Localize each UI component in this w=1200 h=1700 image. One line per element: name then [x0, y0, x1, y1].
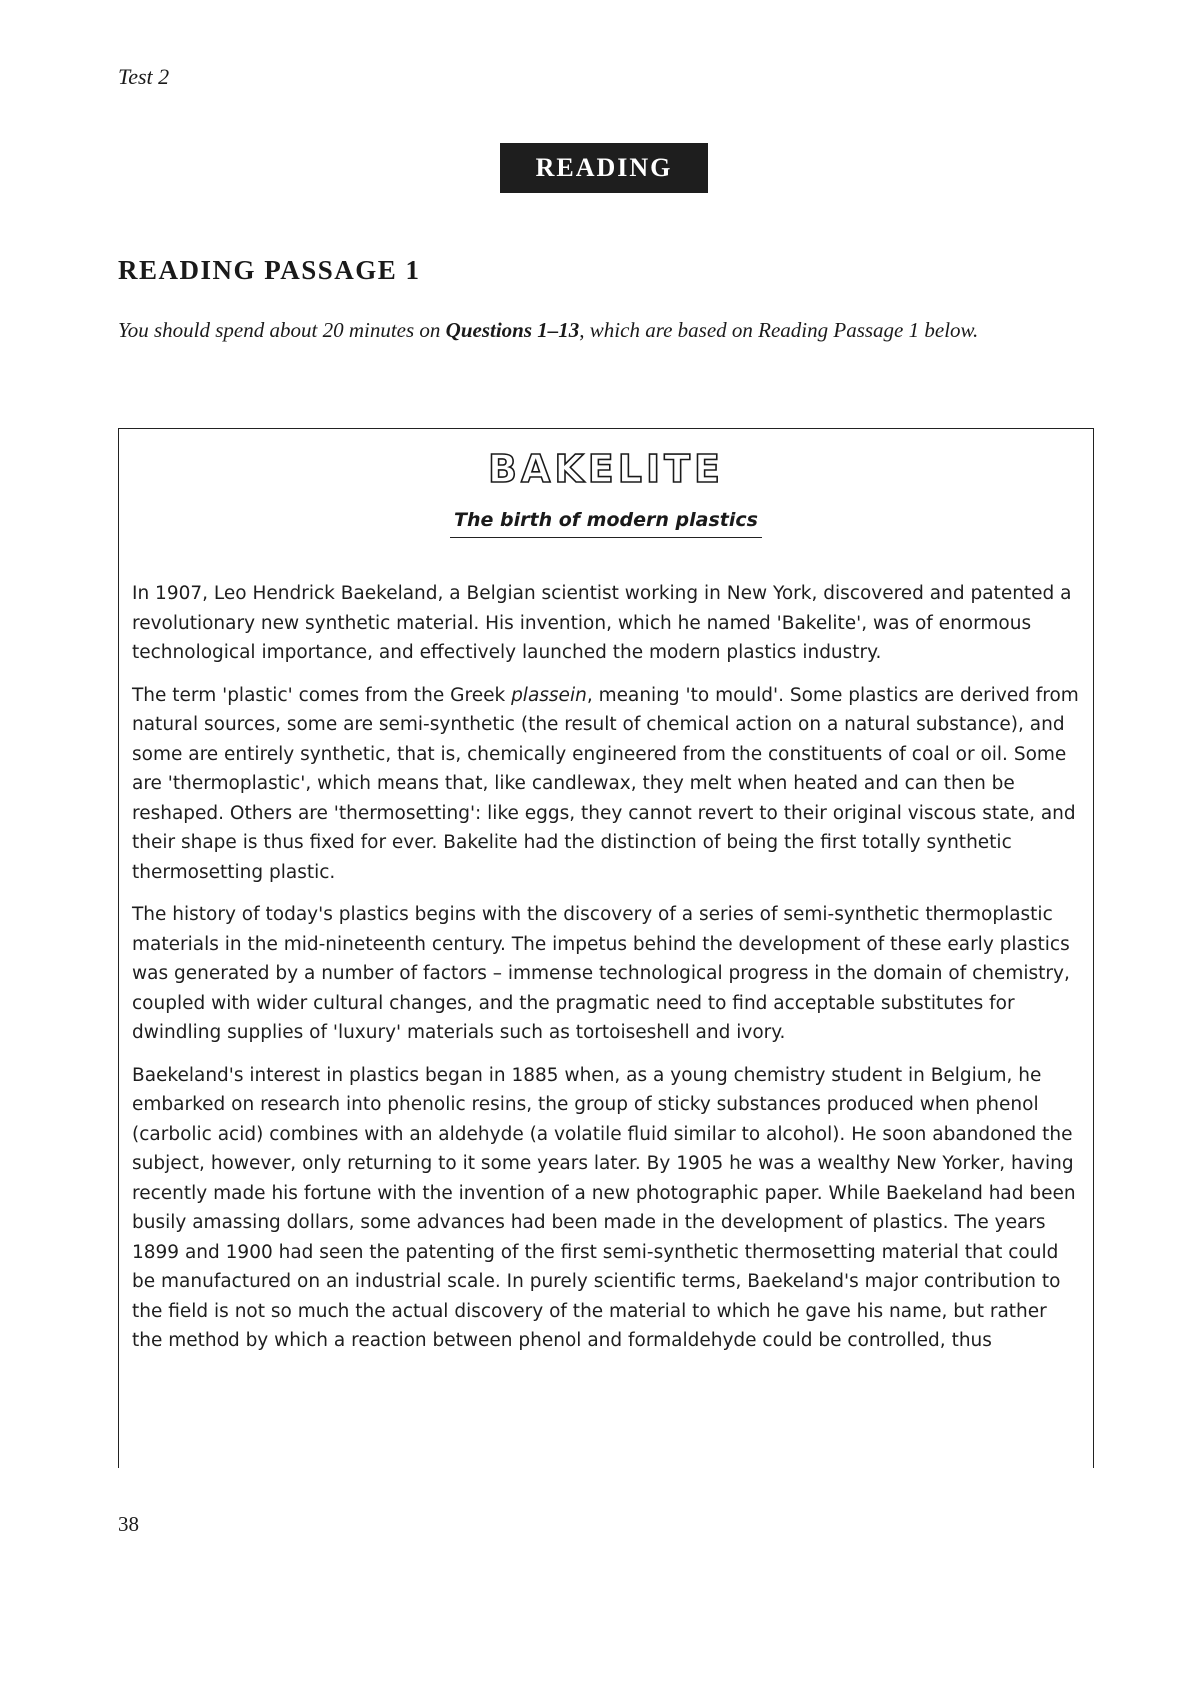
paragraph-text: The history of today's plastics begins with the discovery of a series of semi-synthetic thermoplastic materials in the mid-nineteenth century. The impetus behind the development of these early plastics was generated by a number of factors – immense technological progress in the domain of chemistry, coupled with wider cultural changes, and the pragmatic need to find acceptable substitutes for dwindling supplies of 'luxury' materials such as tortoiseshell and ivory. [132, 904, 1070, 1043]
running-head: Test 2 [118, 64, 170, 89]
paragraph-text: , meaning 'to mould'. Some plastics are derived from natural sources, some are semi-synthetic (the result of chemical action on a natural substance), and some are entirely synthetic, that is, chemically engineered from the constituents of coal or oil. Some are 'thermoplastic', which means that, like candlewax, they melt when heated and can then be reshaped. Others are 'thermosetting': like eggs, they cannot revert to their original viscous state, and their shape is thus fixed for ever. Bakelite had the distinction of being the first totally synthetic thermosetting plastic. [132, 684, 1079, 883]
italic-term: plassein [511, 684, 587, 706]
article-subtitle-wrap [119, 509, 1093, 538]
passage-box [118, 428, 1094, 1468]
section-banner: READING [500, 143, 708, 193]
article-paragraph [132, 900, 1082, 1048]
instructions [118, 315, 1078, 345]
article-paragraph [132, 1061, 1082, 1356]
article-paragraph [132, 579, 1082, 668]
article-title: BAKELITE [487, 447, 724, 491]
article-body [132, 579, 1082, 1369]
article-subtitle: The birth of modern plastics [450, 509, 762, 538]
page-number: 38 [118, 1512, 139, 1536]
instructions-questions: Questions 1–13 [445, 318, 580, 342]
instructions-text: You should spend about 20 minutes on [118, 318, 446, 342]
paragraph-text: Baekeland's interest in plastics began in 1885 when, as a young chemistry student in Belgium, he embarked on research into phenolic resins, the group of sticky substances produced when phenol (carbolic acid) combines with an aldehyde (a volatile fluid similar to alcohol). He soon abandoned the subject, however, only returning to it some years later. By 1905 he was a wealthy New Yorker, having recently made his fortune with the invention of a new photographic paper. While Baekeland had been busily amassing dollars, some advances had been made in the development of plastics. The years 1899 and 1900 had seen the patenting of the first semi-synthetic thermosetting material that could be manufactured on an industrial scale. In purely scientific terms, Baekeland's major contribution to the field is not so much the actual discovery of the material to which he gave his name, but rather the method by which a reaction between phenol and formaldehyde could be controlled, thus [132, 1064, 1076, 1351]
passage-heading: READING PASSAGE 1 [118, 255, 421, 285]
paragraph-text: In 1907, Leo Hendrick Baekeland, a Belgian scientist working in New York, discovered and patented a revolutionary new synthetic material. His invention, which he named 'Bakelite', was of enormous technological importance, and effectively launched the modern plastics industry. [132, 583, 1072, 663]
paragraph-text: The term 'plastic' comes from the Greek [132, 684, 512, 706]
article-paragraph [132, 681, 1082, 888]
instructions-text: , which are based on Reading Passage 1 below. [579, 318, 979, 342]
